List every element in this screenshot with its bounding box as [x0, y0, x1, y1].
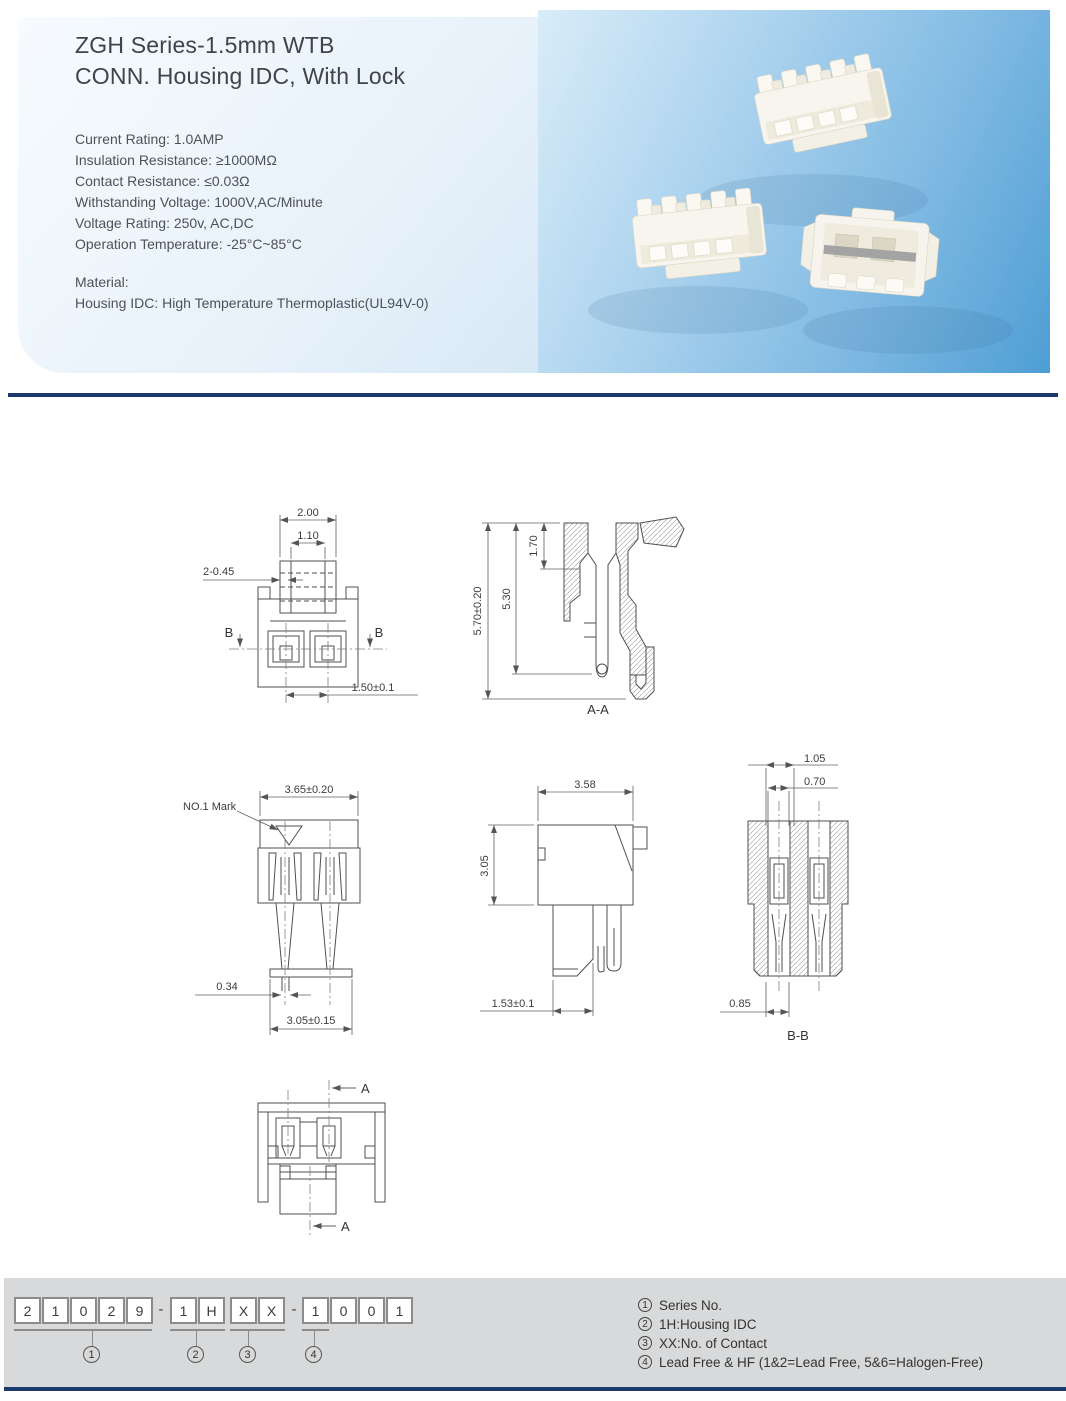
dim-label: 0.34 [216, 981, 238, 993]
pn-box: 0 [358, 1297, 385, 1324]
drawing-front-view [183, 503, 443, 715]
spec-withstanding-voltage: Withstanding Voltage: 1000V,AC/Minute [75, 194, 323, 210]
pn-separator: - [158, 1301, 164, 1318]
pn-group4-callout-line [314, 1331, 315, 1346]
legend-row-1 [638, 1296, 722, 1314]
pn-separator: - [291, 1301, 297, 1318]
pn-group2-underline [170, 1329, 225, 1331]
no1-mark-label: NO.1 Mark [183, 801, 237, 813]
connector-photo-top [751, 51, 895, 158]
spec-current-rating: Current Rating: 1.0AMP [75, 131, 224, 147]
product-photo [538, 10, 1050, 373]
footer-divider-line [4, 1387, 1066, 1391]
dim-label: 5.30 [501, 588, 513, 610]
pn-box: H [198, 1297, 225, 1324]
pn-box: X [230, 1297, 257, 1324]
spec-insulation-resistance: Insulation Resistance: ≥1000MΩ [75, 152, 277, 168]
drawing-section-aa [468, 503, 732, 723]
pn-group3-callout-line [248, 1331, 249, 1346]
pn-box: 1 [170, 1297, 197, 1324]
pn-group1-callout-line [92, 1331, 93, 1346]
dim-label: 1.50±0.1 [351, 682, 395, 694]
dim-label: 3.65±0.20 [284, 784, 334, 796]
spec-voltage-rating: Voltage Rating: 250v, AC,DC [75, 215, 254, 231]
dim-label: 3.05 [479, 855, 491, 877]
section-marker-b: B [374, 625, 384, 640]
pn-group2-ref: 2 [187, 1346, 204, 1363]
section-label-bb: B-B [787, 1028, 809, 1043]
legend-row-4 [638, 1353, 983, 1371]
drawing-top-view [238, 1070, 406, 1248]
dim-label: 3.58 [574, 779, 596, 791]
pn-group1-underline [14, 1329, 152, 1331]
pn-box: 0 [70, 1297, 97, 1324]
spec-operation-temperature: Operation Temperature: -25°C~85°C [75, 236, 302, 252]
drawing-side-view [175, 773, 410, 1055]
material-value: Housing IDC: High Temperature Thermoplastic(UL94V-0) [75, 295, 429, 311]
material-label: Material: [75, 274, 129, 290]
legend-label-3: XX:No. of Contact [659, 1335, 768, 1351]
pn-box: 1 [386, 1297, 413, 1324]
legend-ref-4: 4 [638, 1355, 652, 1369]
pn-group2-callout-line [196, 1331, 197, 1346]
legend-ref-3: 3 [638, 1336, 652, 1350]
section-marker-a: A [361, 1081, 370, 1096]
legend-row-3 [638, 1334, 767, 1352]
dim-label: 0.70 [804, 776, 826, 788]
section-marker-a: A [341, 1219, 350, 1234]
connector-photo-illustration [538, 10, 1050, 373]
legend-label-4: Lead Free & HF (1&2=Lead Free, 5&6=Halogen-Free) [659, 1354, 984, 1370]
legend-ref-1: 1 [638, 1298, 652, 1312]
pn-box: 0 [330, 1297, 357, 1324]
pn-box: 1 [42, 1297, 69, 1324]
pn-box: 2 [14, 1297, 41, 1324]
page-title-line1: ZGH Series-1.5mm WTB [75, 32, 335, 58]
pn-group3-underline [230, 1329, 285, 1331]
section-marker-b: B [224, 625, 234, 640]
pn-group3-ref: 3 [239, 1346, 256, 1363]
page-title-line2: CONN. Housing IDC, With Lock [75, 63, 406, 89]
dim-label: 5.70±0.20 [472, 586, 484, 636]
pn-box: 9 [126, 1297, 153, 1324]
spec-contact-resistance: Contact Resistance: ≤0.03Ω [75, 173, 250, 189]
dim-label: 1.70 [528, 535, 540, 557]
dim-label: 2.00 [297, 507, 319, 519]
dim-label: 2-0.45 [203, 566, 235, 578]
header-divider-line [8, 393, 1058, 397]
pn-box: 2 [98, 1297, 125, 1324]
drawing-section-bb [708, 746, 895, 1048]
pn-box: 1 [302, 1297, 329, 1324]
pn-box: X [258, 1297, 285, 1324]
legend-label-2: 1H:Housing IDC [659, 1316, 757, 1332]
dim-label: 1.05 [804, 753, 826, 765]
pn-group4-ref: 4 [305, 1346, 322, 1363]
drawing-profile-view [468, 778, 690, 1056]
pn-group4-underline [302, 1329, 329, 1331]
connector-photo-right [799, 203, 941, 297]
dim-label: 1.10 [297, 530, 319, 542]
pn-group1-ref: 1 [83, 1346, 100, 1363]
legend-row-2 [638, 1315, 757, 1333]
title-block [75, 30, 405, 92]
connector-photo-left [630, 187, 768, 282]
section-label-aa: A-A [587, 702, 609, 717]
legend-label-1: Series No. [659, 1297, 723, 1313]
dim-label: 1.53±0.1 [491, 998, 535, 1010]
legend-ref-2: 2 [638, 1317, 652, 1331]
spec-block [75, 129, 323, 255]
dim-label: 3.05±0.15 [286, 1015, 336, 1027]
material-block [75, 272, 429, 314]
dim-label: 0.85 [729, 998, 751, 1010]
